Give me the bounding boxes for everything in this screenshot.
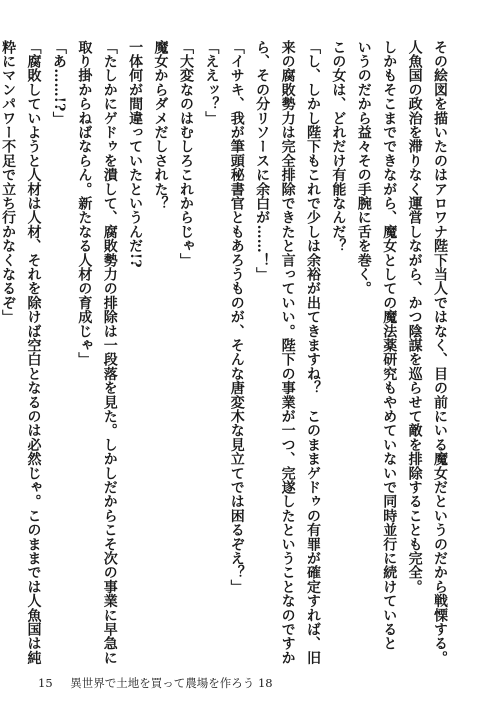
page-number: 15 [38,676,53,690]
text-line: 「し、しかし陛下もこれで少しは余裕が出てきますね？ このままゲドゥの有罪が確定すれば、旧 [304,40,321,665]
text-line: 粋にマンパワー不足で立ち行かなくなるぞ」 [0,40,17,324]
text-line: 「イサキ、我が筆頭秘書官ともあろうものが、そんな唐変木な見立てでは困るぞえ？」 [228,40,245,594]
text-line: 人魚国の政治を滞りなく運営しながら、かつ陰謀を巡らせて敵を排除することも完全。 [406,40,423,594]
text-line: 「たしかにゲドゥを潰して、腐敗勢力の排除は一段落を見た。しかしだからこそ次の事業に早急に [101,40,118,665]
text-line: 一体何が間違っていたというんだ!? [127,40,144,268]
text-line: 取り掛からねばならん。新たなる人材の育成じゃ」 [76,40,93,367]
text-line: 魔女からダメだしされた？ [152,40,169,211]
text-line: この女は、どれだけ有能なんだ？ [330,40,347,253]
vertical-body-text [0,40,452,665]
text-line: いうのだから益々その手腕に舌を巻く。 [355,40,372,296]
book-title: 異世界で土地を買って農場を作ろう 18 [70,676,273,690]
text-line: ら、その分リソースに余白が……！」 [254,40,271,282]
text-line: その絵図を描いたのはアロワナ陛下当人ではなく、目の前にいる魔女だというのだから戦慄する。 [432,40,448,665]
text-line: 「大変なのはむしろこれからじゃ」 [177,40,194,268]
text-line: 「ええッ？」 [203,40,220,126]
text-line: 「あ……!?」 [50,40,67,126]
text-line: 「腐敗していようと人材は人材、それを除けば空白となるのは必然じゃ。このままでは人魚国は純 [25,40,42,665]
page-footer [38,675,273,691]
text-line: 来の腐敗勢力は完全排除できたと言っていい。陛下の事業が一つ、完遂したということなのですか [279,40,296,665]
text-line: しかもそこまでできながら、魔女としての魔法薬研究もやめていないで同時並行に続けていると [381,40,398,651]
